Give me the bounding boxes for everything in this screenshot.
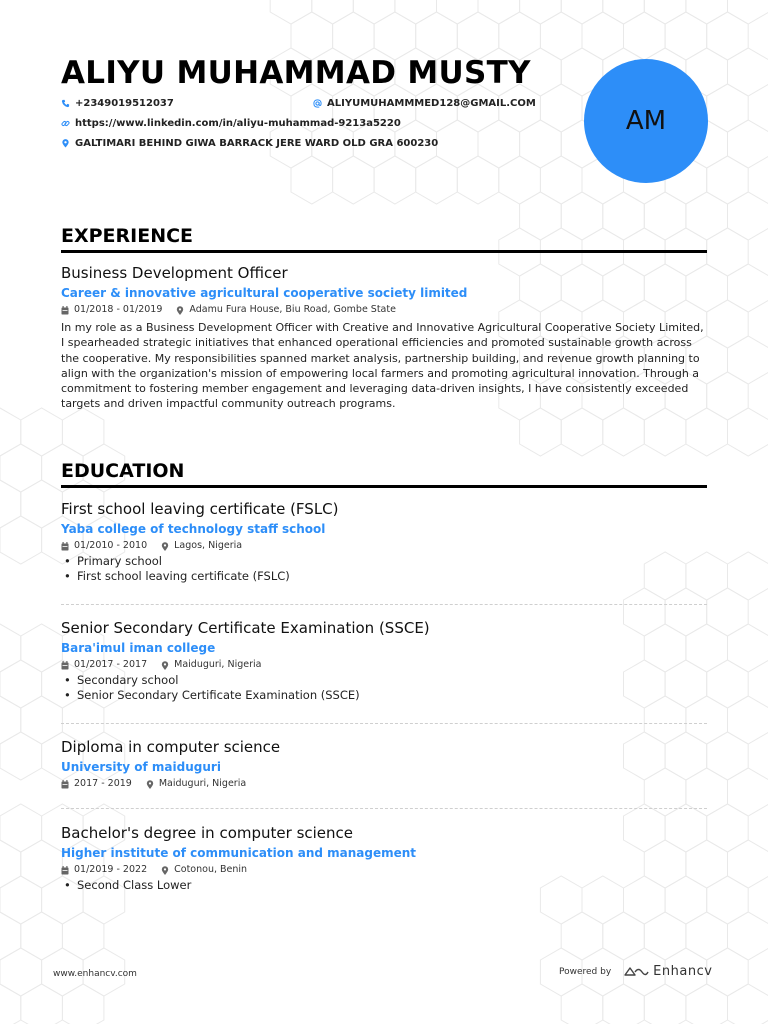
hexagon-shape [728, 0, 768, 24]
hexagon-shape [0, 480, 21, 528]
entry-dates [61, 303, 162, 317]
entry-location [176, 303, 396, 317]
address-text: GALTIMARI BEHIND GIWA BARRACK JERE WARD OLD GRA 600230 [75, 138, 439, 149]
hexagon-shape [728, 192, 768, 240]
hexagon-shape [0, 840, 21, 888]
hexagon-shape [520, 408, 562, 456]
dates-text: 01/2017 - 2017 [74, 659, 148, 670]
degree-title: Senior Secondary Certificate Examination (SSCE) [61, 619, 430, 637]
hexagon-shape [62, 912, 104, 960]
hexagon-shape [728, 120, 768, 168]
hexagon-shape [603, 984, 645, 1024]
email-text: ALIYUMUHAMMMED128@GMAIL.COM [327, 98, 536, 109]
map-pin-icon [161, 661, 169, 670]
experience-heading: EXPERIENCE [61, 224, 707, 253]
location-text: Maiduguri, Nigeria [174, 659, 262, 670]
hexagon-shape [0, 696, 21, 744]
calendar-icon [61, 542, 69, 551]
entry-meta [61, 658, 707, 672]
map-pin-icon [161, 542, 169, 551]
hexagon-shape [728, 696, 768, 744]
hexagon-shape [728, 984, 768, 1024]
avatar [584, 59, 708, 183]
job-title: Business Development Officer [61, 264, 288, 282]
hexagon-shape [561, 408, 603, 456]
entry-divider [61, 723, 707, 724]
hexagon-shape [707, 228, 749, 276]
education-entry [61, 618, 707, 703]
hexagon-shape [728, 624, 768, 672]
hexagon-shape [728, 768, 768, 816]
linkedin-text: https://www.linkedin.com/in/aliyu-muhammad-9213a5220 [75, 118, 401, 129]
education-entry [61, 737, 707, 791]
hexagon-shape [457, 156, 499, 204]
hexagon-shape [0, 912, 21, 960]
hexagon-shape [603, 912, 645, 960]
hexagon-shape [312, 0, 354, 24]
hexagon-shape [62, 984, 104, 1024]
phone-text: +2349019512037 [75, 98, 174, 109]
entry-meta [61, 777, 707, 791]
entry-location [161, 658, 261, 672]
hexagon-shape [707, 372, 749, 420]
hexagon-shape [707, 12, 749, 60]
calendar-icon [61, 866, 69, 875]
entry-divider [61, 604, 707, 605]
location-text: Maiduguri, Nigeria [158, 778, 247, 789]
dates-text: 01/2010 - 2010 [74, 540, 148, 551]
hexagon-shape [333, 156, 375, 204]
hexagon-shape [728, 552, 768, 600]
school-name: University of maiduguri [61, 760, 221, 774]
hexagon-shape [395, 0, 437, 24]
hexagon-shape [728, 264, 768, 312]
hexagon-shape [416, 156, 458, 204]
hexagon-shape [21, 480, 63, 528]
bullet-item: • Senior Secondary Certificate Examination (SSCE) [61, 688, 707, 703]
map-pin-icon [176, 306, 184, 315]
bullet-item: • Secondary school [61, 673, 707, 688]
location-text: Lagos, Nigeria [174, 540, 243, 551]
job-description: In my role as a Business Development Officer with Creative and Innovative Agricultural Cooperative Society Limited, I spearheaded strategic initiatives that enhanced operational efficiencies and promoted sustainable growth across the cooperative. My responsibilities spanned market analysis, partnership building, and revenue growth planning to align with the organization's mission of empowering local farmers and promoting agricultural innovation. Through a commitment to fostering member engagement and leveraging data-driven insights, I have consistently exceeded targets and driven impactful community outreach programs. [61, 321, 704, 411]
dates-text: 2017 - 2019 [74, 778, 132, 789]
calendar-icon [61, 661, 69, 670]
avatar-initials: AM [625, 106, 667, 136]
calendar-icon [61, 780, 69, 789]
hexagon-shape [707, 660, 749, 708]
entry-location [161, 863, 247, 877]
hexagon-shape [686, 0, 728, 24]
hexagon-shape [728, 840, 768, 888]
hexagon-shape [437, 0, 479, 24]
enhancv-logo-icon [623, 966, 649, 978]
hexagon-shape [21, 696, 63, 744]
entry-dates [61, 777, 132, 791]
location-text: Cotonou, Benin [174, 864, 248, 875]
hexagon-shape [603, 408, 645, 456]
hexagon-shape [62, 408, 104, 456]
calendar-icon [61, 306, 69, 315]
education-entry [61, 499, 707, 584]
hexagon-shape [686, 984, 728, 1024]
school-name: Higher institute of communication and management [61, 846, 417, 860]
experience-entry [61, 263, 707, 412]
entry-meta [61, 539, 707, 553]
hexagon-shape [644, 984, 686, 1024]
hexagon-shape [21, 840, 63, 888]
hexagon-shape [728, 48, 768, 96]
hexagon-shape [291, 156, 333, 204]
candidate-name: ALIYU MUHAMMAD MUSTY [61, 55, 531, 91]
degree-title: Diploma in computer science [61, 738, 281, 756]
entry-location [161, 539, 242, 553]
education-entry [61, 823, 707, 893]
bullet-item: • First school leaving certificate (FSLC) [61, 569, 707, 584]
enhancv-brand-link[interactable] [623, 964, 712, 979]
hexagon-shape [540, 156, 582, 204]
bullet-list [61, 878, 707, 893]
school-name: Bara'imul iman college [61, 641, 216, 655]
bullet-item: • Primary school [61, 554, 707, 569]
hexagon-shape [520, 0, 562, 24]
entry-dates [61, 863, 147, 877]
hexagon-shape [707, 732, 749, 780]
hexagon-shape [561, 984, 603, 1024]
entry-dates [61, 658, 147, 672]
hexagon-shape [21, 624, 63, 672]
hexagon-shape [644, 408, 686, 456]
hexagon-shape [561, 0, 603, 24]
degree-title: First school leaving certificate (FSLC) [61, 500, 339, 518]
hexagon-shape [707, 948, 749, 996]
hexagon-shape [0, 516, 42, 564]
hexagon-shape [686, 408, 728, 456]
entry-dates [61, 539, 147, 553]
entry-meta [61, 303, 707, 317]
hexagon-shape [561, 912, 603, 960]
contact-phone[interactable] [61, 98, 174, 109]
hexagon-shape [707, 588, 749, 636]
hexagon-shape [21, 984, 63, 1024]
location-text: Adamu Fura House, Biu Road, Gombe State [189, 304, 396, 315]
hexagon-shape [478, 0, 520, 24]
footer-branding [559, 964, 712, 979]
phone-icon [61, 99, 70, 108]
education-heading: EDUCATION [61, 459, 707, 488]
hexagon-shape [707, 84, 749, 132]
link-icon [61, 119, 70, 128]
bullet-list [61, 673, 707, 703]
hexagon-shape [0, 804, 42, 852]
degree-title: Bachelor's degree in computer science [61, 824, 354, 842]
hexagon-shape [353, 0, 395, 24]
hexagon-shape [0, 660, 42, 708]
contact-email[interactable] [313, 98, 536, 109]
map-pin-icon [146, 780, 154, 789]
hexagon-shape [0, 408, 21, 456]
hexagon-shape [0, 624, 21, 672]
hexagon-shape [707, 876, 749, 924]
entry-divider [61, 808, 707, 809]
hexagon-shape [374, 156, 416, 204]
hexagon-shape [707, 804, 749, 852]
bullet-item: • Second Class Lower [61, 878, 707, 893]
hexagon-shape [21, 912, 63, 960]
hexagon-shape [0, 984, 21, 1024]
hexagon-shape [0, 732, 42, 780]
hexagon-shape [728, 408, 768, 456]
map-pin-icon [161, 866, 169, 875]
contact-linkedin[interactable] [61, 118, 401, 129]
contact-address [61, 138, 438, 149]
school-name: Yaba college of technology staff school [61, 522, 326, 536]
hexagon-shape [603, 0, 645, 24]
footer-website-link[interactable]: www.enhancv.com [53, 969, 137, 979]
hexagon-shape [644, 912, 686, 960]
company-name: Career & innovative agricultural cooperative society limited [61, 286, 468, 300]
hexagon-shape [0, 444, 42, 492]
hexagon-shape [707, 300, 749, 348]
hexagon-shape [499, 156, 541, 204]
entry-location [146, 777, 246, 791]
hexagon-shape [686, 912, 728, 960]
hexagon-shape [728, 336, 768, 384]
hexagon-shape [707, 156, 749, 204]
powered-by-label: Powered by [559, 966, 612, 977]
hexagon-shape [644, 0, 686, 24]
bullet-list [61, 554, 707, 584]
map-pin-icon [61, 139, 70, 148]
brand-name: Enhancv [653, 964, 713, 979]
hexagon-shape [270, 0, 312, 24]
experience-section [61, 224, 707, 253]
at-sign-icon [313, 99, 322, 108]
dates-text: 01/2019 - 2022 [74, 864, 148, 875]
hexagon-shape [0, 948, 42, 996]
dates-text: 01/2018 - 01/2019 [74, 304, 163, 315]
hexagon-shape [0, 876, 42, 924]
entry-meta [61, 863, 707, 877]
hexagon-shape [21, 408, 63, 456]
hexagon-shape [728, 912, 768, 960]
education-section [61, 459, 707, 488]
